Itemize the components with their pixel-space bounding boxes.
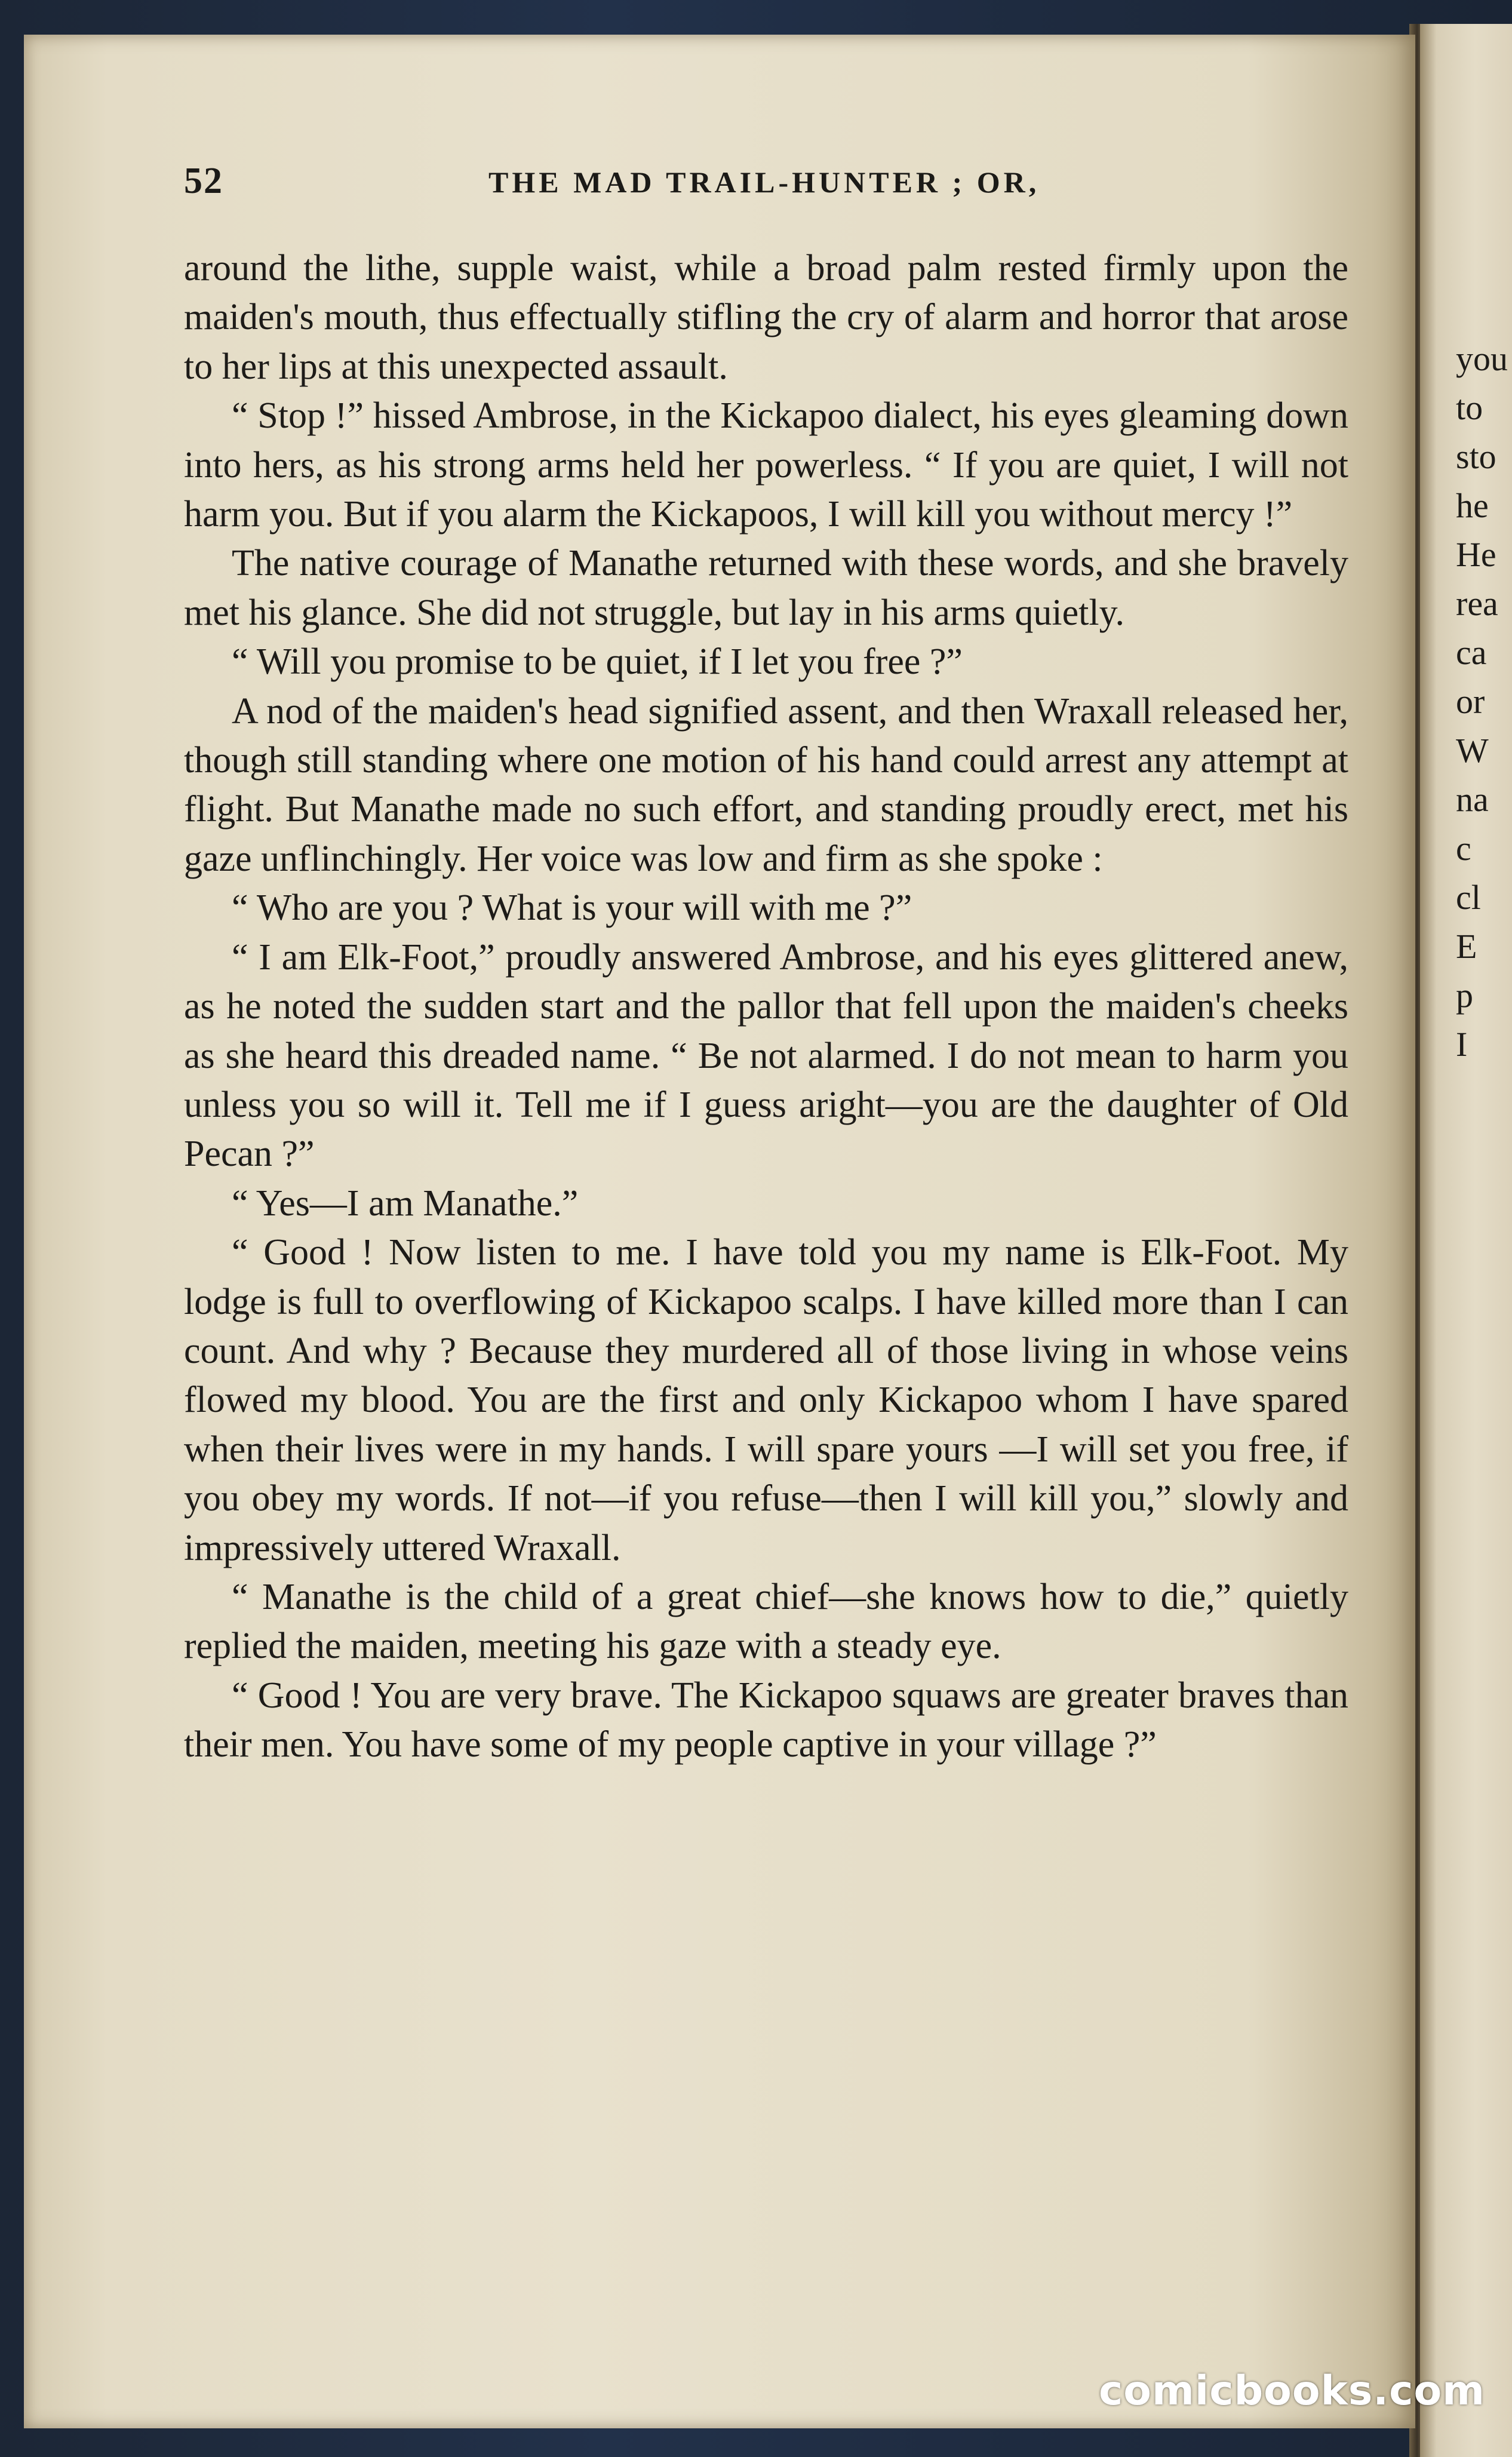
paragraph: “ Good ! Now listen to me. I have told you my name is Elk-Foot. My lodge is full to overflowing of Kickapoo scalps. I have killed more than I can count. And why ? Because they murdered all of those living in whose veins flowed my blood. You are the first and only Kickapoo whom I have spared when their lives were in my hands. I will spare yours —I will set you free, if you obey my words. If not—if you refuse—then I will kill you,” slowly and impressively uttered Wraxall. — [184, 1232, 1348, 1568]
paragraph: “ Manathe is the child of a great chief—she knows how to die,” quietly replied the maiden, meeting his gaze with a steady eye. — [184, 1576, 1348, 1667]
facing-page-fragment: c — [1456, 829, 1471, 868]
watermark: comicbooks.com — [1099, 2367, 1486, 2415]
facing-page-fragment: E — [1456, 927, 1477, 966]
running-head: THE MAD TRAIL-HUNTER ; OR, — [488, 165, 1040, 199]
page-number: 52 — [184, 161, 223, 201]
facing-page-fragment: rea — [1456, 584, 1498, 623]
paragraph: “ Stop !” hissed Ambrose, in the Kickapoo dialect, his eyes gleaming down into hers, as his strong arms held her powerless. “ If you are quiet, I will not harm you. But if you alarm the Kickapoos, I will kill you without mercy !” — [184, 395, 1348, 535]
facing-page-fragment: W — [1456, 731, 1489, 770]
facing-page-fragment: or — [1456, 682, 1485, 721]
paragraph: “ Yes—I am Manathe.” — [232, 1183, 579, 1224]
paragraph: “ Who are you ? What is your will with me ?” — [232, 887, 912, 929]
paragraph: around the lithe, supple waist, while a broad palm rested firmly upon the maiden's mouth, thus effectually stifling the cry of alarm and horror that arose to her lips at this unexpected assault. — [184, 248, 1348, 387]
paragraph: “ I am Elk-Foot,” proudly answered Ambrose, and his eyes glittered anew, as he noted the sudden start and the pallor that fell upon the maiden's cheeks as she heard this dreaded name. “ Be not alarmed. I do not mean to harm you unless you so will it. Tell me if I guess aright—you are the daughter of Old Pecan ?” — [184, 936, 1348, 1175]
facing-page-fragment: cl — [1456, 878, 1481, 917]
facing-page-fragment: he — [1456, 486, 1489, 525]
facing-page-fragment: to — [1456, 388, 1483, 427]
page-text — [184, 244, 1348, 1770]
facing-page-fragment: p — [1456, 976, 1473, 1015]
paragraph: “ Good ! You are very brave. The Kickapoo squaws are greater braves than their men. You have some of my people captive in your village ?” — [184, 1675, 1348, 1765]
facing-page-fragment: He — [1456, 535, 1496, 574]
facing-page-fragment: you — [1456, 339, 1508, 378]
paragraph: The native courage of Manathe returned with these words, and she bravely met his glance. She did not struggle, but lay in his arms quietly. — [184, 543, 1348, 633]
paragraph: “ Will you promise to be quiet, if I let you free ?” — [232, 641, 963, 683]
paragraph: A nod of the maiden's head signified assent, and then Wraxall released her, though still standing where one motion of his hand could arrest any attempt at flight. But Manathe made no such effort, and standing proudly erect, met his gaze unflinchingly. Her voice was low and firm as she spoke : — [184, 690, 1348, 879]
facing-page-text — [1456, 334, 1512, 1069]
facing-page-fragment: I — [1456, 1025, 1468, 1064]
facing-page-fragment: ca — [1456, 633, 1487, 672]
facing-page-fragment: na — [1456, 780, 1489, 819]
page-header — [184, 160, 1348, 208]
facing-page-fragment: sto — [1456, 437, 1496, 476]
